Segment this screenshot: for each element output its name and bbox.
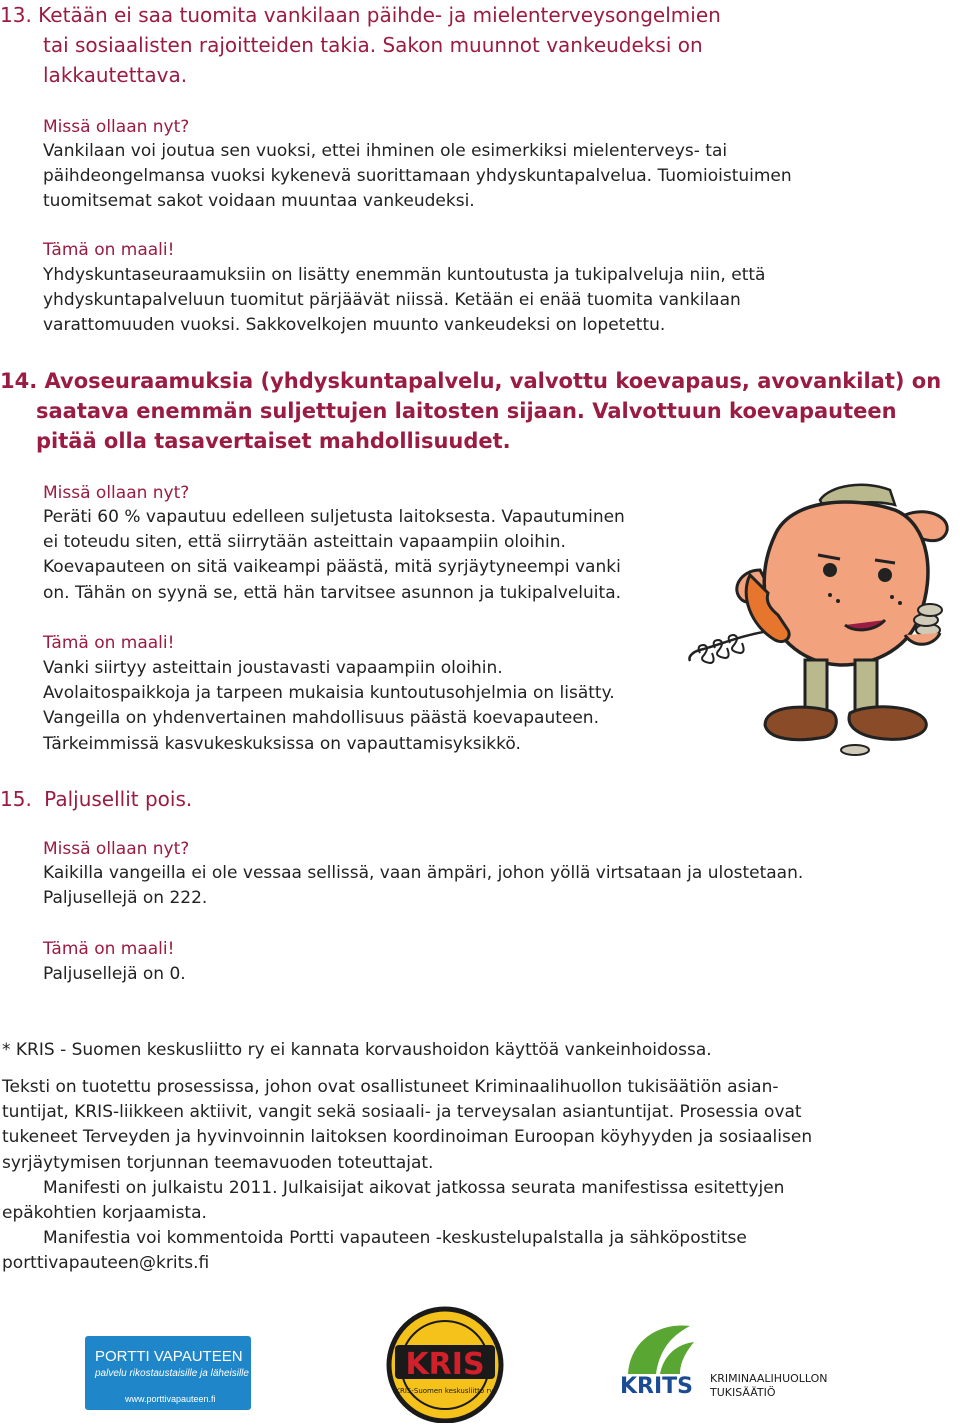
- section-13-goal-text: Yhdyskuntaseuraamuksiin on lisätty enemmän kuntoutusta ja tukipalveluja niin, että yhdyskuntapalveluun tuomitut pärjäävät niissä. Ketään ei enää tuomita vankilaan varattomuuden vuoksi. Sakkovelkojen muunto vankeudeksi on lopetettu.: [43, 265, 766, 336]
- cartoon-character-illustration: [680, 475, 960, 765]
- section-14-goal-text: Vanki siirtyy asteittain joustavasti vapaampiin oloihin. Avolaitospaikkoja ja tarpeen mukaisia kuntoutusohjelmia on lisätty. Vangeilla on yhdenvertainen mahdollisuus päästä koevapauteen. Tärkeimmissä kasvukeskuksissa on vapauttamisyksikkö.: [43, 658, 615, 754]
- kris-logo: [373, 1303, 517, 1423]
- krits-leaf-icon: [620, 1320, 700, 1376]
- section-15-number: 15.: [0, 787, 32, 811]
- section-15-title: 15. Paljusellit pois.: [0, 787, 193, 811]
- section-14-now-label: Missä ollaan nyt?: [43, 483, 190, 503]
- kris-logo-name: KRIS: [405, 1347, 485, 1382]
- section-15-now-label: Missä ollaan nyt?: [43, 839, 190, 859]
- krits-logo-line-1: KRIMINAALIHUOLLON: [710, 1372, 828, 1385]
- colophon: Teksti on tuotettu prosessissa, johon ovat osallistuneet Kriminaalihuollon tukisäätiön asian- tuntijat, KRIS-liikkeen aktiivit, vangit sekä sosiaali- ja terveysalan asiantuntijat. Prosessia ovat tukeneet Terveyden ja hyvinvoinnin laitoksen koordinoiman Euroopan köyhyyden ja sosiaalisen syrjäytymisen torjunnan teemavuoden toteuttajat. Manifesti on julkaistu 2011. Julkaisijat aikovat jatkossa seurata manifestissa esitettyjen epäkohtien korjaamista. Manifestia voi kommentoida Portti vapauteen -keskustelupalstalla ja sähköpostitse porttivapauteen@krits.fi: [2, 1077, 813, 1274]
- section-15-goal-label: Tämä on maali!: [43, 939, 175, 959]
- section-14-number: 14.: [0, 369, 38, 393]
- kris-logo-sub: KRIS-Suomen keskusliitto ry.: [395, 1387, 495, 1395]
- section-13-now-text: Vankilaan voi joutua sen vuoksi, ettei ihminen ole esimerkiksi mielenterveys- tai päihdeongelmansa vuoksi kykenevä suorittamaan yhdyskuntapalvelua. Tuomioistuimen tuomitsemat sakot voidaan muuntaa vankeudeksi.: [43, 141, 792, 212]
- section-13-goal-label: Tämä on maali!: [43, 240, 175, 260]
- krits-logo-name: KRITS: [620, 1374, 694, 1399]
- section-14-title: 14. Avoseuraamuksia (yhdyskuntapalvelu, valvottu koevapaus, avovankilat) on saatava enemmän suljettujen laitosten sijaan. Valvottuun koevapauteen pitää olla tasavertaiset mahdollisuudet.: [0, 369, 942, 453]
- krits-logo: [620, 1320, 830, 1404]
- section-13-title: 13. Ketään ei saa tuomita vankilaan päihde- ja mielenterveysongelmien tai sosiaalisten rajoitteiden takia. Sakon muunnot vankeudeksi on lakkautettava.: [0, 3, 721, 87]
- section-15-goal-text: Paljusellejä on 0.: [43, 964, 186, 984]
- section-14-now-text: Peräti 60 % vapautuu edelleen suljetusta laitoksesta. Vapautuminen ei toteudu siten, että siirrytään asteittain vapaampiin oloihin. Koevapauteen on sitä vaikeampi päästä, mitä syrjäytyneempi vanki on. Tähän on syynä se, että hän tarvitsee asunnon ja tukipalveluita.: [43, 507, 625, 603]
- krits-logo-line-2: TUKISÄÄTIÖ: [710, 1386, 776, 1399]
- portti-vapauteen-logo: PORTTI VAPAUTEEN palvelu rikostaustaisille ja läheisille www.porttivapauteen.fi: [85, 1336, 251, 1410]
- section-13-number: 13.: [0, 3, 32, 27]
- section-14-goal-label: Tämä on maali!: [43, 633, 175, 653]
- section-15-now-text: Kaikilla vangeilla ei ole vessaa sellissä, vaan ämpäri, johon yöllä virtsataan ja ulostetaan. Paljusellejä on 222.: [43, 863, 804, 909]
- section-13-now-label: Missä ollaan nyt?: [43, 117, 190, 137]
- footnote: * KRIS - Suomen keskusliitto ry ei kannata korvaushoidon käyttöä vankeinhoidossa.: [2, 1040, 712, 1060]
